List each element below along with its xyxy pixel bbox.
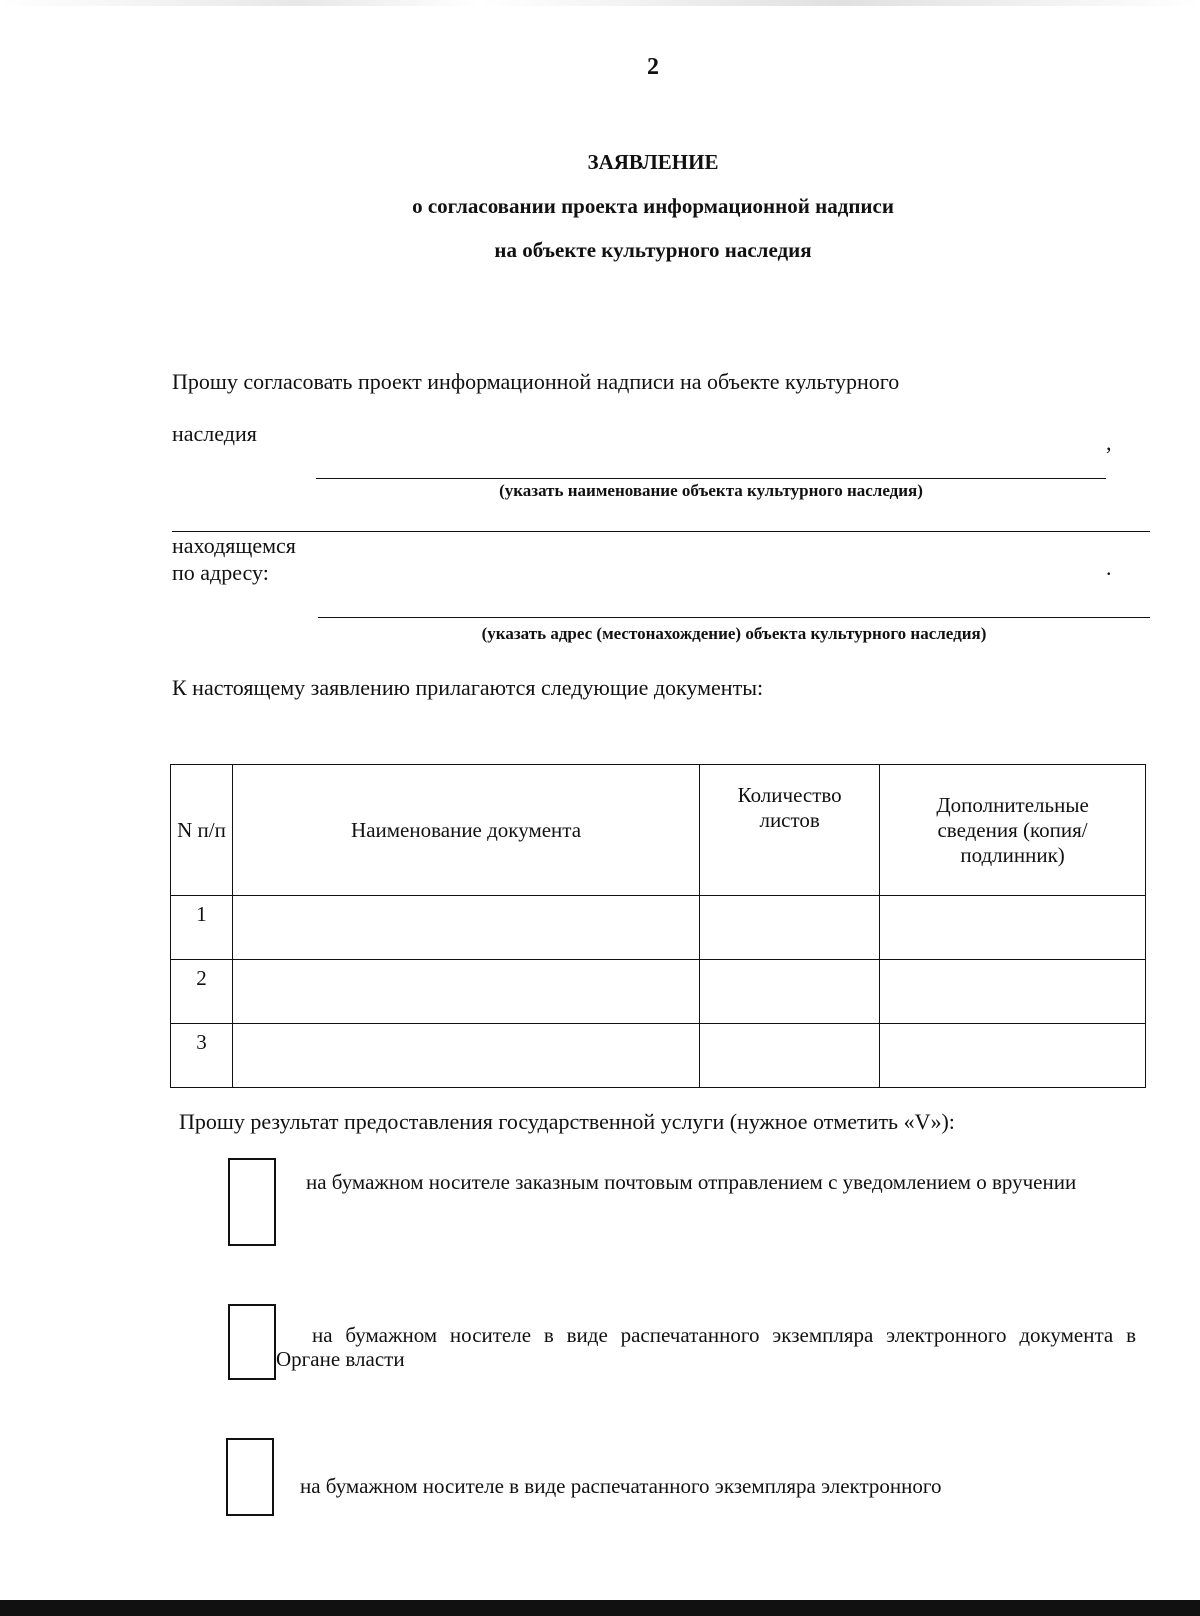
request-line-2: наследия	[172, 421, 257, 446]
sheet-count-cell[interactable]	[700, 960, 880, 1024]
object-name-caption: (указать наименование объекта культурного наследия)	[499, 481, 923, 500]
row-number: 3	[171, 1024, 233, 1088]
scan-edge-bottom	[0, 1600, 1200, 1616]
address-field[interactable]	[318, 617, 1150, 618]
located-label-line-1: находящемся	[172, 533, 296, 558]
attachments-table	[170, 764, 1146, 1088]
column-header-document-name: Наименование документа	[232, 765, 699, 896]
option-electronic-checkbox[interactable]	[226, 1438, 274, 1516]
table-row	[171, 960, 1146, 1024]
object-name-field[interactable]	[316, 478, 1106, 479]
option-office-label: на бумажном носителе в виде распечатанного экземпляра электронного документа в Органе власти	[276, 1323, 1136, 1371]
document-name-cell[interactable]	[232, 896, 699, 960]
table-row	[171, 896, 1146, 960]
address-period: .	[1106, 555, 1112, 580]
option-office-checkbox[interactable]	[228, 1304, 276, 1380]
attachments-intro: К настоящему заявлению прилагаются следующие документы:	[172, 675, 764, 700]
located-label-line-2: по адресу:	[172, 560, 269, 585]
column-header-number: N п/п	[171, 765, 233, 896]
page-number: 2	[647, 54, 659, 80]
table-header-row	[171, 765, 1146, 896]
additional-info-cell[interactable]	[880, 960, 1146, 1024]
sheet-count-cell[interactable]	[700, 896, 880, 960]
request-line-1: Прошу согласовать проект информационной надписи на объекте культурного	[172, 369, 900, 394]
request-line-2-comma: ,	[1106, 430, 1112, 455]
document-name-cell[interactable]	[232, 960, 699, 1024]
row-number: 2	[171, 960, 233, 1024]
object-name-continuation-field[interactable]	[172, 531, 1150, 532]
column-header-additional-info: Дополнительные сведения (копия/подлинник)	[880, 765, 1146, 896]
document-name-cell[interactable]	[232, 1024, 699, 1088]
option-mail-checkbox[interactable]	[228, 1158, 276, 1246]
scan-edge-top	[0, 0, 1200, 6]
table-row	[171, 1024, 1146, 1088]
column-header-sheet-count: Количество листов	[700, 765, 880, 896]
additional-info-cell[interactable]	[880, 896, 1146, 960]
option-electronic-label: на бумажном носителе в виде распечатанного экземпляра электронного	[300, 1474, 942, 1498]
document-title: ЗАЯВЛЕНИЕ	[587, 150, 719, 174]
document-subtitle-line-1: о согласовании проекта информационной надписи	[412, 194, 894, 218]
sheet-count-cell[interactable]	[700, 1024, 880, 1088]
result-intro: Прошу результат предоставления государственной услуги (нужное отметить «V»):	[179, 1109, 955, 1134]
address-caption: (указать адрес (местонахождение) объекта культурного наследия)	[481, 624, 987, 643]
row-number: 1	[171, 896, 233, 960]
document-subtitle-line-2: на объекте культурного наследия	[494, 238, 812, 262]
option-mail-label: на бумажном носителе заказным почтовым отправлением с уведомлением о вручении	[306, 1170, 1077, 1194]
additional-info-cell[interactable]	[880, 1024, 1146, 1088]
